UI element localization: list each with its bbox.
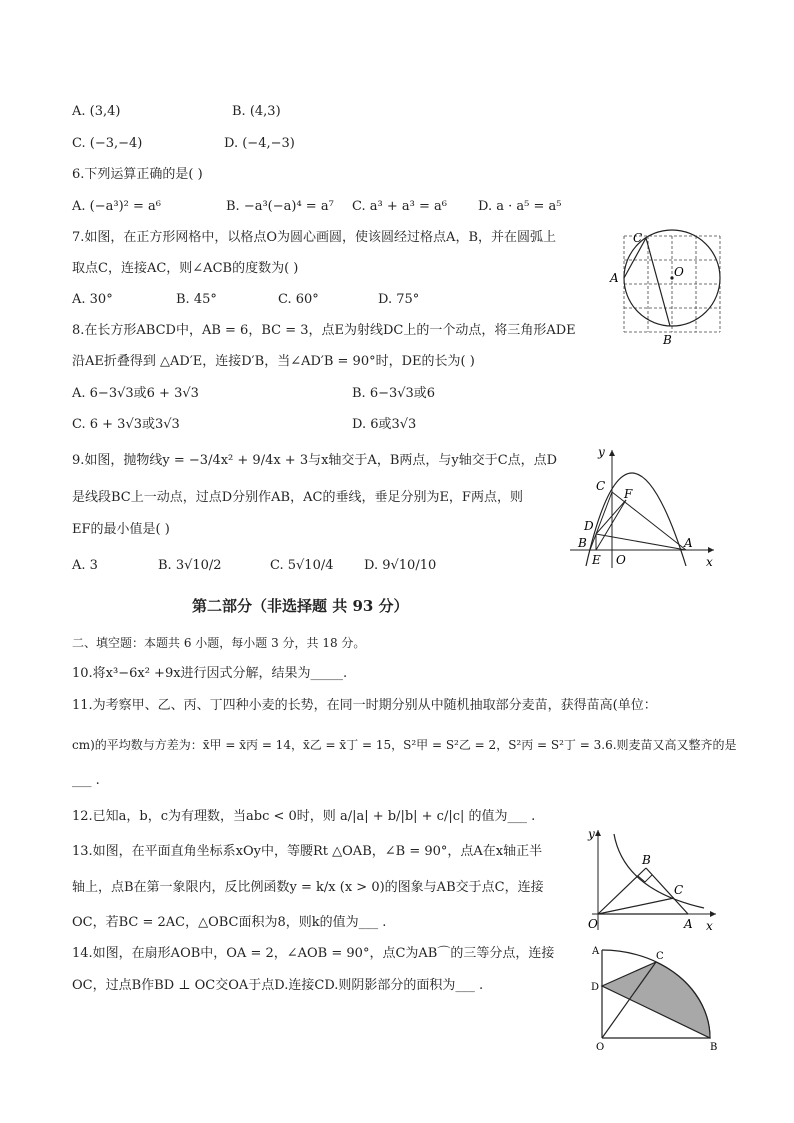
q7-label-c: C xyxy=(633,231,643,245)
q9-label-o: O xyxy=(616,553,626,567)
q13-label-c: C xyxy=(674,883,684,897)
q5-option-c: C. (−3,−4) xyxy=(72,136,143,151)
q7-line2: 取点C，连接AC，则∠ACB的度数为( ) xyxy=(72,261,299,276)
q5-option-d: D. (−4,−3) xyxy=(224,136,295,151)
q13-label-y: y xyxy=(588,827,595,841)
q8-option-b: B. 6−3√3或6 xyxy=(352,386,436,401)
q13-line1: 13.如图，在平面直角坐标系xOy中，等腰Rt △OAB，∠B = 90°，点A在x轴正半 xyxy=(72,844,543,859)
q5-option-a: A. (3,4) xyxy=(72,104,121,119)
q12-text: 12.已知a，b，c为有理数，当abc < 0时，则 a/|a| + b/|b| + c/|c| 的值为___ . xyxy=(72,809,536,824)
q8-line2: 沿AE折叠得到 △AD′E，连接D′B，当∠AD′B = 90°时，DE的长为( ) xyxy=(72,354,475,369)
q7-option-a: A. 30° xyxy=(72,292,113,307)
q7-option-d: D. 75° xyxy=(378,292,420,307)
q13-label-b: B xyxy=(642,853,651,867)
q7-label-b: B xyxy=(663,333,672,347)
q14-line1: 14.如图，在扇形AOB中，OA = 2，∠AOB = 90°，点C为AB⌒的三等分点，连接 xyxy=(72,946,555,961)
q8-option-c: C. 6 + 3√3或3√3 xyxy=(72,417,180,432)
q8-line1: 8.在长方形ABCD中，AB = 6，BC = 3，点E为射线DC上的一个动点，将三角形ADE xyxy=(72,323,576,338)
q9-option-a: A. 3 xyxy=(72,558,98,573)
q7-label-o: O xyxy=(674,265,684,279)
q6-option-c: C. a³ + a³ = a⁶ xyxy=(352,199,447,214)
q11-line2: cm)的平均数与方差为：x̄甲 = x̄丙 = 14，x̄乙 = x̄丁 = 15，S²甲 = S²乙 = 2，S²丙 = S²丁 = 3.6.则麦苗又高又整齐的是 xyxy=(72,738,737,752)
q9-label-x: x xyxy=(706,555,713,569)
q6-option-d: D. a · a⁵ = a⁵ xyxy=(478,199,562,214)
q14-label-d: D xyxy=(591,982,600,993)
q14-label-a: A xyxy=(592,946,600,957)
q14-label-b: B xyxy=(710,1042,718,1052)
q7-option-c: C. 60° xyxy=(278,292,319,307)
q9-label-f: F xyxy=(624,487,633,501)
q13-label-x: x xyxy=(706,919,713,933)
q9-label-y: y xyxy=(598,445,605,459)
q9-option-b: B. 3√10/2 xyxy=(158,558,222,573)
q13-label-o: O xyxy=(588,917,598,931)
q9-option-c: C. 5√10/4 xyxy=(270,558,334,573)
q9-label-a: A xyxy=(684,536,693,550)
q13-figure xyxy=(584,826,724,936)
q9-option-d: D. 9√10/10 xyxy=(364,558,437,573)
q13-line3: OC，若BC = 2AC，△OBC面积为8，则k的值为___ . xyxy=(72,915,387,930)
q14-label-c: C xyxy=(656,951,664,962)
q13-line2: 轴上，点B在第一象限内，反比例函数y = k/x (x > 0)的图象与AB交于点C，连接 xyxy=(72,880,544,895)
q7-label-a: A xyxy=(610,271,619,285)
q7-option-b: B. 45° xyxy=(176,292,217,307)
q8-option-d: D. 6或3√3 xyxy=(352,417,417,432)
q9-label-b: B xyxy=(578,536,587,550)
part2-subtitle: 二、填空题：本题共 6 小题，每小题 3 分，共 18 分。 xyxy=(72,636,366,650)
q9-line3: EF的最小值是( ) xyxy=(72,522,170,537)
q6-option-a: A. (−a³)² = a⁶ xyxy=(72,199,161,214)
q10-text: 10.将x³−6x² +9x进行因式分解，结果为_____. xyxy=(72,666,348,681)
q9-label-e: E xyxy=(592,553,601,567)
q5-option-b: B. (4,3) xyxy=(232,104,281,119)
q14-label-o: O xyxy=(596,1042,605,1052)
q7-figure xyxy=(604,228,728,348)
q9-label-c: C xyxy=(596,479,606,493)
q9-line2: 是线段BC上一动点，过点D分别作AB，AC的垂线，垂足分别为E，F两点，则 xyxy=(72,490,523,505)
q13-label-a: A xyxy=(684,917,693,931)
q14-figure xyxy=(588,942,724,1052)
q6-option-b: B. −a³(−a)⁴ = a⁷ xyxy=(226,199,334,214)
q11-line3: ___ . xyxy=(72,773,100,788)
part2-title: 第二部分（非选择题 共 93 分） xyxy=(192,597,409,615)
q6-stem: 6.下列运算正确的是( ) xyxy=(72,167,203,182)
q9-figure xyxy=(566,444,722,572)
q14-line2: OC，过点B作BD ⊥ OC交OA于点D.连接CD.则阴影部分的面积为___ . xyxy=(72,978,484,993)
q9-line1: 9.如图，抛物线y = −3/4x² + 9/4x + 3与x轴交于A，B两点，与y轴交于C点，点D xyxy=(72,453,558,468)
q9-label-d: D xyxy=(584,519,594,533)
q7-line1: 7.如图，在正方形网格中，以格点O为圆心画圆，使该圆经过格点A，B，并在圆弧上 xyxy=(72,230,557,245)
q8-option-a: A. 6−3√3或6 + 3√3 xyxy=(72,386,199,401)
q11-line1: 11.为考察甲、乙、丙、丁四种小麦的长势，在同一时期分别从中随机抽取部分麦苗，获得苗高(单位： xyxy=(72,698,657,713)
